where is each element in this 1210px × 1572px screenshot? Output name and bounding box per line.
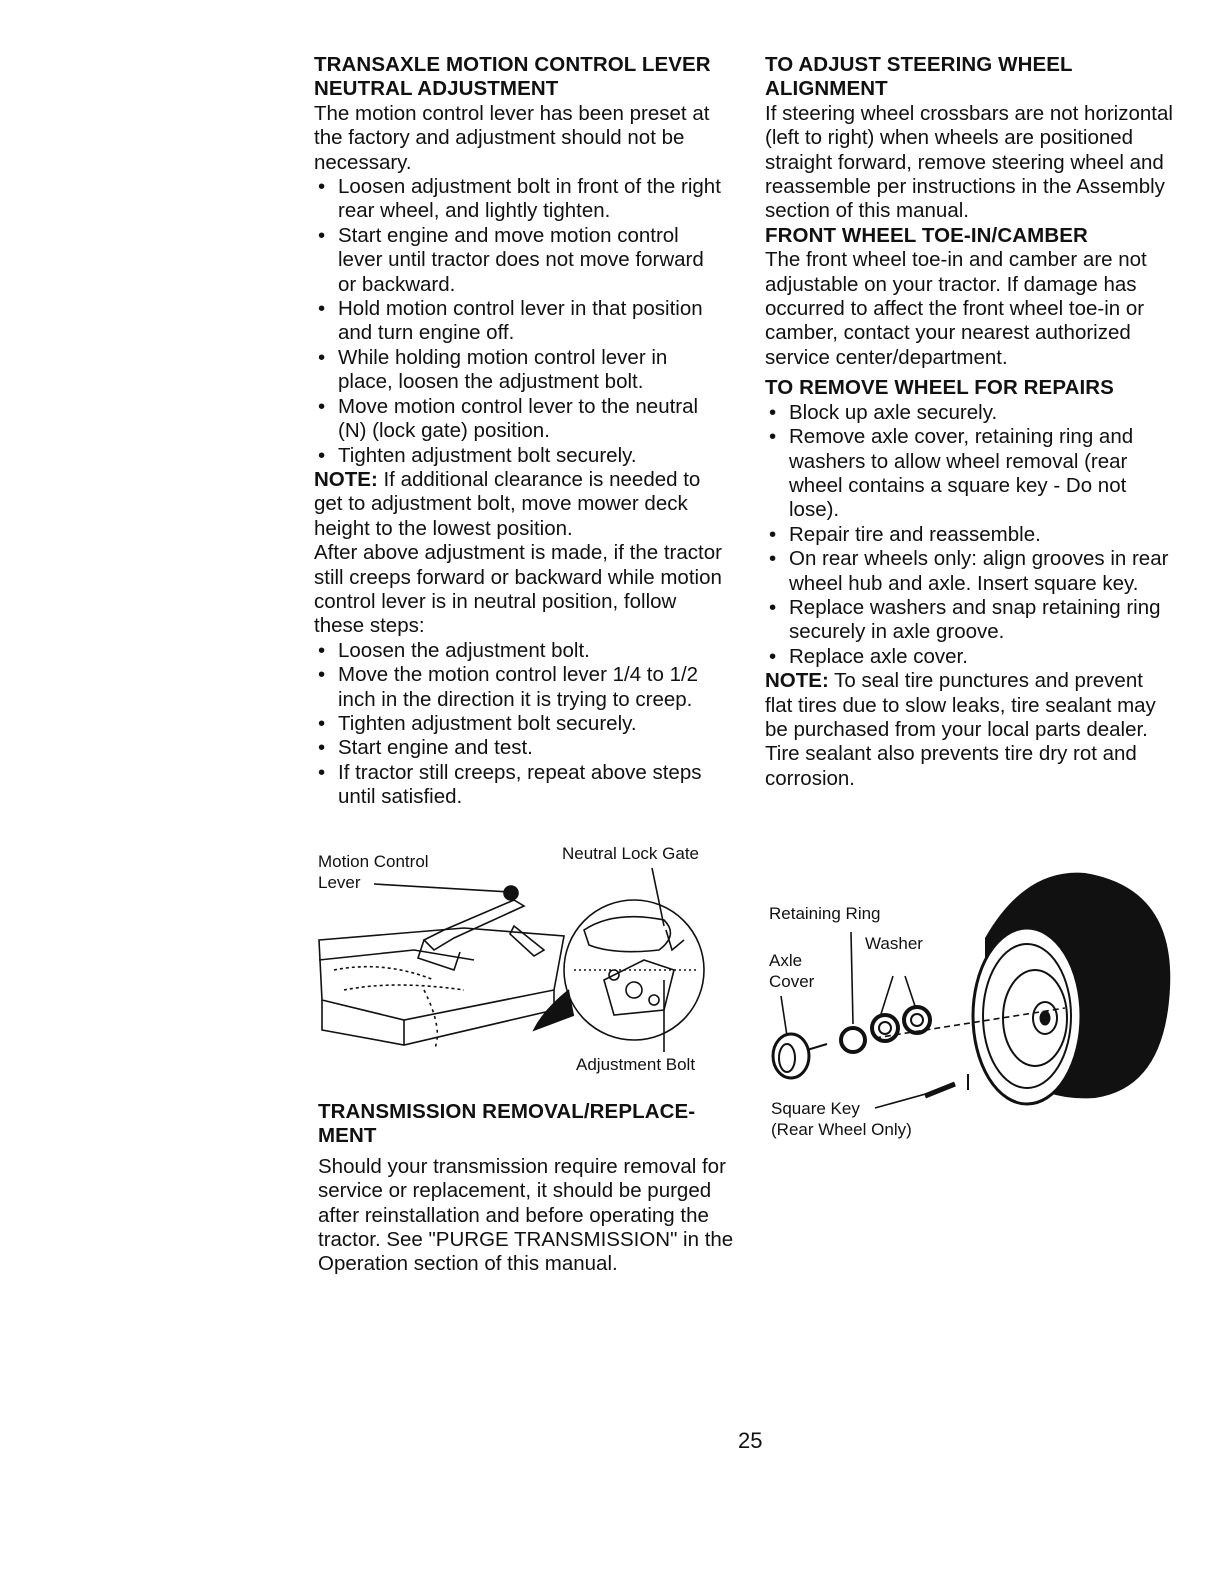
remove-wheel-note xyxy=(765,669,1175,791)
transmission-body: Should your transmission require removal for service or replacement, it should be purged after reinstallation and before operating the tractor. See "PURGE TRANSMISSION" in the Operation section of this manual. xyxy=(318,1154,734,1276)
list-item: • Start engine and test. xyxy=(314,736,724,760)
label-lever: Lever xyxy=(318,873,361,892)
transmission-heading: TRANSMISSION REMOVAL/REPLACE-MENT xyxy=(318,1100,696,1148)
list-item: • Replace washers and snap retaining ring securely in axle groove. xyxy=(765,596,1175,645)
list-item: • Remove axle cover, retaining ring and washers to allow wheel removal (rear wheel contains a square key - Do not lose). xyxy=(765,425,1175,523)
neutral-adjustment-steps xyxy=(314,175,724,468)
note-label: NOTE: xyxy=(765,669,829,693)
list-item: • Repair tire and reassemble. xyxy=(765,523,1175,547)
list-item: • Loosen adjustment bolt in front of the right rear wheel, and lightly tighten. xyxy=(314,175,724,224)
lever-illustration xyxy=(314,840,734,1080)
motion-control-figure xyxy=(314,840,734,1080)
list-item: • Move motion control lever to the neutral (N) (lock gate) position. xyxy=(314,395,724,444)
list-item: • Block up axle securely. xyxy=(765,401,1175,425)
steering-body: If steering wheel crossbars are not horizontal (left to right) when wheels are positioned straight forward, remove steering wheel and reassemble per instructions in the Assembly section of this manual. xyxy=(765,101,1173,223)
list-item: • Start engine and move motion control lever until tractor does not move forward or backward. xyxy=(314,224,724,297)
list-item: • While holding motion control lever in place, loosen the adjustment bolt. xyxy=(314,346,724,395)
list-item: • Hold motion control lever in that position and turn engine off. xyxy=(314,297,724,346)
label-square-key: Square Key xyxy=(771,1099,860,1118)
page-number: 25 xyxy=(738,1428,763,1453)
followup-steps xyxy=(314,639,724,810)
label-rear-wheel-only: (Rear Wheel Only) xyxy=(771,1120,912,1139)
list-item: • On rear wheels only: align grooves in rear wheel hub and axle. Insert square key. xyxy=(765,547,1175,596)
note-text: If additional clearance is needed to get to adjustment bolt, move mower deck height to the lowest position. xyxy=(314,467,701,540)
wheel-illustration xyxy=(765,868,1175,1148)
note-text: To seal tire punctures and prevent flat tires due to slow leaks, tire sealant may be purchased from your local parts dealer. Tire sealant also prevents tire dry rot and corrosion. xyxy=(765,669,1156,790)
list-item: • Tighten adjustment bolt securely. xyxy=(314,444,724,468)
toe-in-body: The front wheel toe-in and camber are not adjustable on your tractor. If damage has occurred to affect the front wheel toe-in or camber, contact your nearest authorized service center/department. xyxy=(765,248,1147,369)
transmission-section xyxy=(318,1100,738,1277)
steering-heading: TO ADJUST STEERING WHEEL ALIGNMENT xyxy=(765,53,1073,101)
right-column xyxy=(765,53,1175,791)
list-item: • Tighten adjustment bolt securely. xyxy=(314,712,724,736)
note-label: NOTE: xyxy=(314,467,378,491)
label-motion-control: Motion Control xyxy=(318,852,429,871)
remove-wheel-heading: TO REMOVE WHEEL FOR REPAIRS xyxy=(765,376,1114,400)
list-item: • Move the motion control lever 1/4 to 1/2 inch in the direction it is trying to creep. xyxy=(314,663,724,712)
left-column xyxy=(314,53,724,810)
label-retaining-ring: Retaining Ring xyxy=(769,904,881,923)
label-neutral-lock-gate: Neutral Lock Gate xyxy=(562,844,700,863)
list-item: • If tractor still creeps, repeat above steps until satisfied. xyxy=(314,761,724,810)
toe-in-heading: FRONT WHEEL TOE-IN/CAMBER xyxy=(765,223,1088,247)
list-item: • Loosen the adjustment bolt. xyxy=(314,639,724,663)
wheel-removal-figure xyxy=(765,868,1175,1148)
neutral-adjustment-intro: The motion control lever has been preset at the factory and adjustment should not be necessary. xyxy=(314,101,710,174)
label-axle: Axle xyxy=(769,951,803,970)
label-washer: Washer xyxy=(865,934,923,953)
label-adjustment-bolt: Adjustment Bolt xyxy=(576,1055,696,1074)
followup-intro: After above adjustment is made, if the tractor still creeps forward or backward while motion control lever is in neutral position, follow these steps: xyxy=(314,541,722,638)
list-item: • Replace axle cover. xyxy=(765,645,1175,669)
remove-wheel-steps xyxy=(765,401,1175,669)
neutral-adjustment-heading: TRANSAXLE MOTION CONTROL LEVER NEUTRAL ADJUSTMENT xyxy=(314,53,711,101)
label-cover: Cover xyxy=(769,972,815,991)
neutral-adjustment-note xyxy=(314,468,724,541)
